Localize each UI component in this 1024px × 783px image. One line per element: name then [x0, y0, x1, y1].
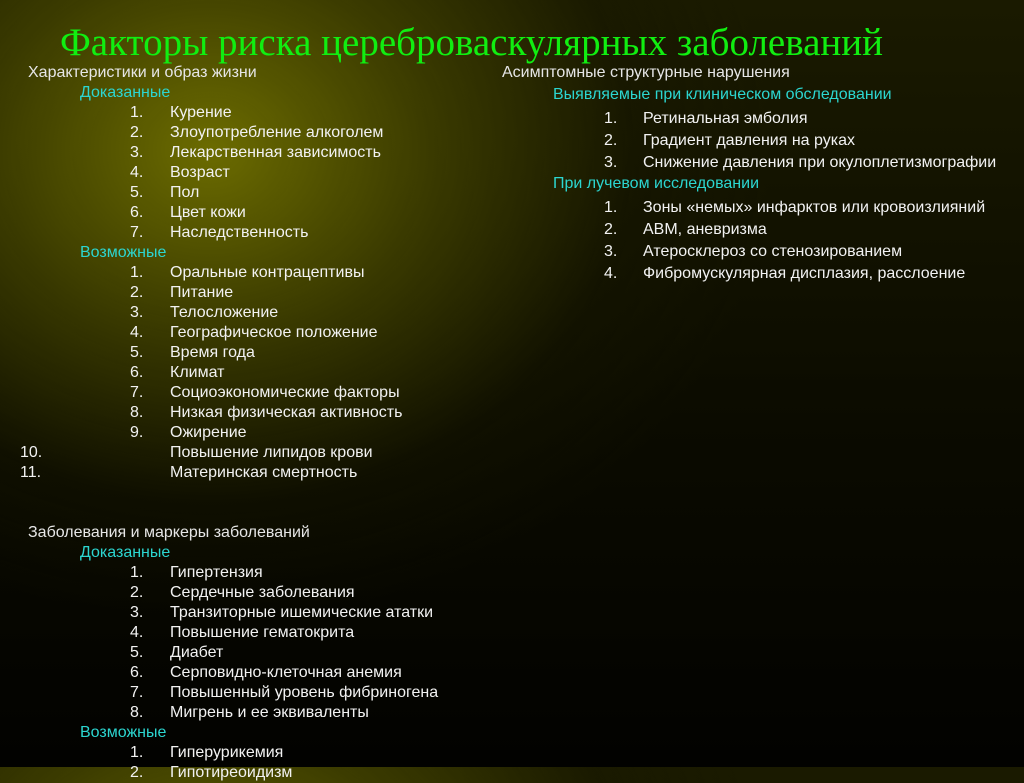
left-column — [20, 63, 498, 783]
list-item-number: 4. — [130, 324, 144, 341]
list-item — [500, 243, 1018, 260]
list-item — [500, 154, 1018, 171]
list-item-text: Лекарственная зависимость — [170, 144, 381, 161]
list-item-text: Гипертензия — [170, 564, 263, 581]
list-item-number: 2. — [130, 584, 144, 601]
list-item-number: 1. — [130, 564, 144, 581]
list-item-text: Гиперурикемия — [170, 744, 284, 761]
list-item-number: 3. — [130, 144, 144, 161]
list-item-number: 2. — [130, 764, 144, 781]
section-diseases-heading: Заболевания и маркеры заболеваний — [28, 524, 310, 541]
list-item-number: 3. — [130, 304, 144, 321]
list-item-text: Климат — [170, 364, 225, 381]
list-item — [500, 110, 1018, 127]
list-item-text: Телосложение — [170, 304, 279, 321]
list-item — [28, 403, 498, 423]
list-item-number: 6. — [130, 664, 144, 681]
lifestyle-proven-label: Доказанные — [80, 84, 171, 101]
list-item-text: Социоэкономические факторы — [170, 384, 400, 401]
list-item-text: Сердечные заболевания — [170, 584, 355, 601]
clinical-exam-list — [500, 110, 1020, 171]
list-item — [28, 183, 498, 203]
list-item-number: 9. — [130, 424, 144, 441]
list-item — [28, 563, 498, 583]
list-item — [28, 283, 498, 303]
list-item-number: 1. — [130, 744, 144, 761]
list-item-number: 1. — [130, 104, 144, 121]
list-item-text: Градиент давления на руках — [643, 132, 855, 149]
list-item-number: 2. — [130, 124, 144, 141]
list-item — [28, 103, 498, 123]
section-asymptomatic-heading: Асимптомные структурные нарушения — [502, 64, 790, 81]
list-item-number: 2. — [604, 132, 618, 149]
list-item-text: Оральные контрацептивы — [170, 264, 365, 281]
list-item-number: 10. — [20, 444, 43, 461]
list-item-number: 4. — [130, 164, 144, 181]
right-column — [500, 63, 1020, 285]
list-item-text: Курение — [170, 104, 232, 121]
radiology-list — [500, 199, 1020, 282]
list-item-text: Снижение давления при окулоплетизмографии — [643, 154, 997, 171]
list-item-number: 1. — [604, 199, 618, 216]
list-item-number: 7. — [130, 384, 144, 401]
list-item-text: Мигрень и ее эквиваленты — [170, 704, 369, 721]
list-item-text: Диабет — [170, 644, 224, 661]
list-item-text: АВМ, аневризма — [643, 221, 767, 238]
list-item-number: 2. — [604, 221, 618, 238]
list-item-text: Географическое положение — [170, 324, 378, 341]
list-item-text: Материнская смертность — [170, 464, 358, 481]
list-item — [28, 423, 498, 443]
list-item-number: 3. — [604, 154, 618, 171]
lifestyle-possible-list — [20, 263, 498, 483]
lifestyle-possible-label: Возможные — [80, 244, 167, 261]
list-item-number: 8. — [130, 404, 144, 421]
list-item-text: Цвет кожи — [170, 204, 246, 221]
list-item-number: 7. — [130, 224, 144, 241]
radiology-label: При лучевом исследовании — [553, 175, 759, 192]
clinical-exam-label: Выявляемые при клиническом обследовании — [553, 86, 892, 103]
list-item — [28, 663, 498, 683]
diseases-possible-list — [28, 743, 498, 783]
section-lifestyle-heading: Характеристики и образ жизни — [28, 64, 257, 81]
list-item — [28, 763, 498, 783]
list-item — [28, 743, 498, 763]
list-item — [500, 221, 1018, 238]
list-item-text: Наследственность — [170, 224, 309, 241]
list-item-number: 4. — [130, 624, 144, 641]
list-item-text: Пол — [170, 184, 200, 201]
lifestyle-proven-list — [28, 103, 498, 243]
diseases-proven-list — [28, 563, 498, 723]
list-item — [28, 603, 498, 623]
list-item — [28, 683, 498, 703]
list-item-number: 6. — [130, 204, 144, 221]
diseases-proven-label: Доказанные — [80, 544, 171, 561]
list-item-text: Атеросклероз со стенозированием — [643, 243, 903, 260]
list-item-text: Время года — [170, 344, 255, 361]
list-item — [20, 443, 498, 463]
list-item-text: Серповидно-клеточная анемия — [170, 664, 402, 681]
list-item — [28, 623, 498, 643]
list-item-number: 2. — [130, 284, 144, 301]
list-item-number: 3. — [130, 604, 144, 621]
list-item-number: 6. — [130, 364, 144, 381]
list-item-number: 5. — [130, 644, 144, 661]
slide-title: Факторы риска цереброваскулярных заболеваний — [60, 21, 884, 64]
list-item — [28, 643, 498, 663]
list-item — [28, 123, 498, 143]
list-item-number: 3. — [604, 243, 618, 260]
list-item — [28, 323, 498, 343]
list-item — [28, 303, 498, 323]
list-item-text: Возраст — [170, 164, 230, 181]
list-item-number: 5. — [130, 344, 144, 361]
list-item-number: 1. — [130, 264, 144, 281]
list-item-text: Повышение липидов крови — [170, 444, 373, 461]
list-item — [28, 383, 498, 403]
list-item — [28, 263, 498, 283]
diseases-possible-label: Возможные — [80, 724, 167, 741]
list-item-text: Ретинальная эмболия — [643, 110, 808, 127]
list-item-text: Транзиторные ишемические ататки — [170, 604, 434, 621]
section-spacer — [28, 503, 498, 523]
section-spacer — [28, 483, 498, 503]
list-item-text: Ожирение — [170, 424, 247, 441]
list-item-number: 8. — [130, 704, 144, 721]
list-item-number: 5. — [130, 184, 144, 201]
list-item — [500, 132, 1018, 149]
list-item-number: 7. — [130, 684, 144, 701]
list-item — [28, 223, 498, 243]
list-item-text: Злоупотребление алкоголем — [170, 124, 384, 141]
list-item — [28, 703, 498, 723]
list-item-text: Низкая физическая активность — [170, 404, 403, 421]
list-item-number: 1. — [604, 110, 618, 127]
list-item-text: Питание — [170, 284, 234, 301]
list-item — [28, 203, 498, 223]
list-item — [28, 343, 498, 363]
list-item-text: Гипотиреоидизм — [170, 764, 293, 781]
list-item-text: Фибромускулярная дисплазия, расслоение — [643, 265, 966, 282]
list-item — [28, 163, 498, 183]
list-item — [28, 363, 498, 383]
list-item — [28, 143, 498, 163]
list-item-text: Повышенный уровень фибриногена — [170, 684, 439, 701]
list-item — [500, 265, 1018, 282]
list-item — [20, 463, 498, 483]
list-item-text: Повышение гематокрита — [170, 624, 355, 641]
list-item — [500, 199, 1018, 216]
list-item-text: Зоны «немых» инфарктов или кровоизлияний — [643, 199, 986, 216]
list-item-number: 4. — [604, 265, 618, 282]
list-item-number: 11. — [20, 464, 42, 481]
list-item — [28, 583, 498, 603]
